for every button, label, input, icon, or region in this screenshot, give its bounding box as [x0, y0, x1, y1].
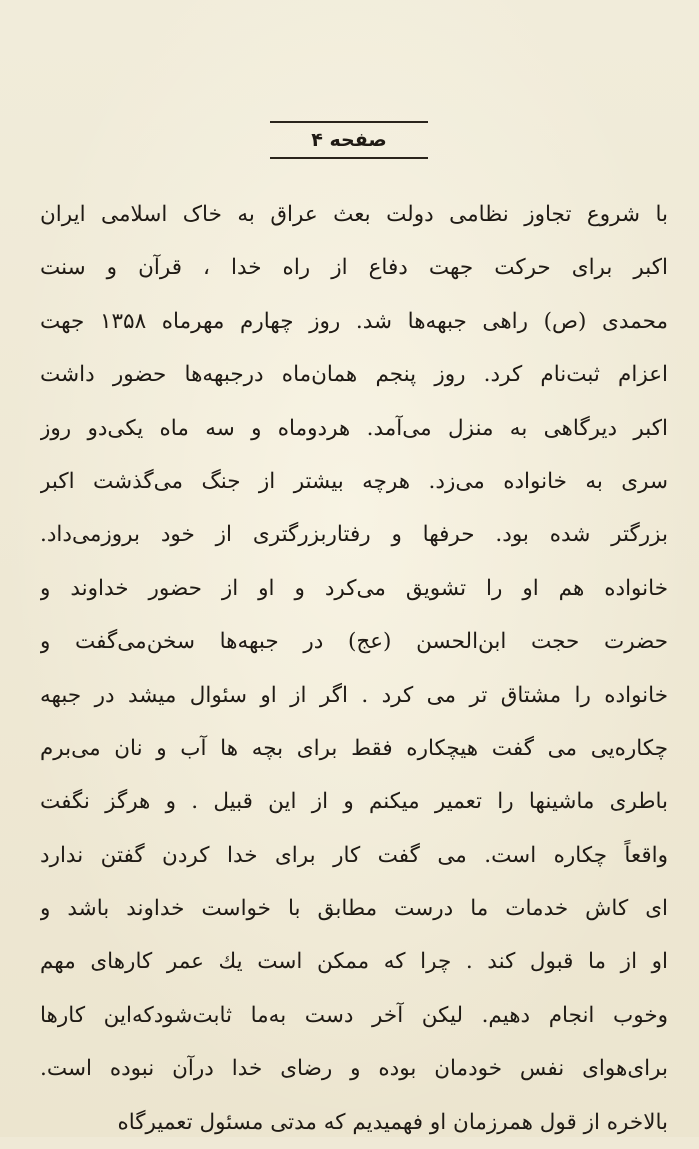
text-line: ای کاش خدمات ما درست مطابق با خواست خداوند باشد و: [40, 896, 668, 922]
text-line: اعزام ثبت‌نام کرد. روز پنجم همان‌ماه درجبهه‌ها حضور داشت: [40, 362, 668, 388]
text-line: بالاخره از قول همرزمان او فهمیدیم که مدتی مسئول تعمیرگاه: [117, 1109, 668, 1135]
text-line: محمدی (ص) راهی جبهه‌ها شد. روز چهارم مهرماه ۱۳۵۸ جهت: [40, 308, 668, 334]
text-line: برای‌هوای نفس خودمان بوده و رضای خدا درآن نبوده است.: [40, 1056, 668, 1082]
page-number-heading: صفحه ۴: [311, 129, 387, 151]
header-rule-bottom: [270, 157, 428, 159]
body-paragraph: [40, 188, 668, 1149]
text-line: با شروع تجاوز نظامی دولت بعث عراق به خاک اسلامی ایران: [40, 202, 668, 227]
text-line: اکبر دیرگاهی به منزل می‌آمد. هردوماه و سه ماه یکی‌دو روز: [40, 415, 668, 441]
header-rule-top: [270, 121, 428, 123]
text-line: باطری ماشینها را تعمیر میکنم و از این قبیل . و هرگز نگفت: [40, 789, 668, 815]
text-line: او از ما قبول کند . چرا که ممکن است یك عمر کارهای مهم: [40, 949, 668, 975]
text-line: خانواده هم او را تشویق می‌کرد و او از حضور خداوند و: [40, 575, 668, 601]
text-line: وخوب انجام دهیم. لیکن آخر دست به‌ما ثابت‌شودکه‌این کارها: [40, 1002, 668, 1028]
text-line: چکاره‌یی می گفت هیچکاره فقط برای بچه ها آب و نان می‌برم: [40, 735, 668, 761]
text-line: اکبر برای حرکت جهت دفاع از راه خدا ، قرآن و سنت: [40, 255, 668, 281]
text-line: خانواده را مشتاق تر می کرد . اگر از او سئوال میشد در جبهه: [40, 682, 668, 708]
text-line: بزرگتر شده بود. حرفها و رفتاربزرگتری از خود بروزمی‌داد.: [40, 522, 668, 548]
text-line: سری به خانواده می‌زد. هرچه بیشتر از جنگ می‌گذشت اکبر: [40, 468, 668, 494]
text-line: حضرت حجت ابن‌الحسن (عج) در جبهه‌ها سخن‌می‌گفت و: [40, 629, 668, 655]
text-line: واقعاً چکاره است. می گفت کار برای خدا کردن گفتن ندارد: [40, 842, 668, 868]
